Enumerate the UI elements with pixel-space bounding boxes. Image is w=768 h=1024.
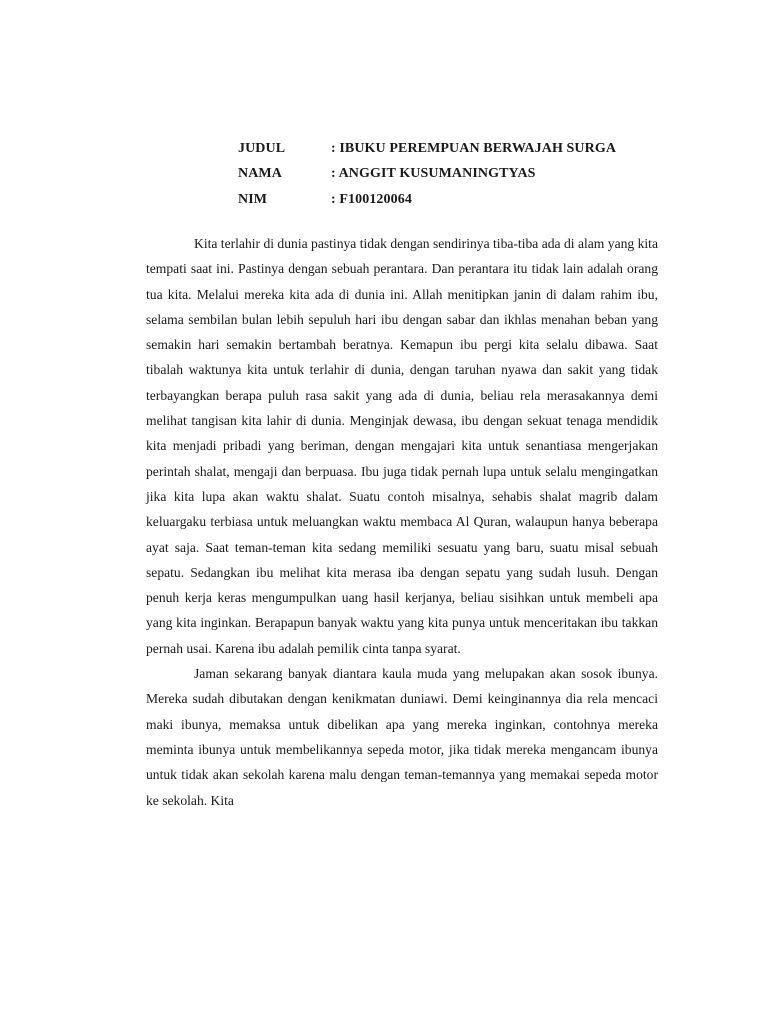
header-key-title: JUDUL bbox=[238, 140, 286, 156]
header-row-name bbox=[238, 162, 678, 188]
essay-body bbox=[146, 231, 658, 813]
header-value-title: : IBUKU PEREMPUAN BERWAJAH SURGA bbox=[331, 140, 617, 156]
header-value-nim: : F100120064 bbox=[331, 191, 412, 207]
header-row-nim bbox=[238, 187, 678, 213]
header-value-name: : ANGGIT KUSUMANINGTYAS bbox=[331, 166, 536, 182]
document-header bbox=[238, 136, 678, 213]
paragraph-2: Jaman sekarang banyak diantara kaula muda yang melupakan akan sosok ibunya. Mereka sudah dibutakan dengan kenikmatan duniawi. Demi keinginannya dia rela mencaci maki ibunya, memaksa untuk dibelikan apa yang mereka inginkan, contohnya mereka meminta ibunya untuk membelikannya sepeda motor, jika tidak mereka mengancam ibunya untuk tidak akan sekolah karena malu dengan teman-temannya yang memakai sepeda motor ke sekolah. Kita bbox=[146, 666, 658, 808]
paragraph-1: Kita terlahir di dunia pastinya tidak dengan sendirinya tiba-tiba ada di alam yang kita tempati saat ini. Pastinya dengan sebuah perantara. Dan perantara itu tidak lain adalah orang tua kita. Melalui mereka kita ada di dunia ini. Allah menitipkan janin di dalam rahim ibu, selama sembilan bulan lebih sepuluh hari ibu dengan sabar dan ikhlas menahan beban yang semakin hari semakin bertambah beratnya. Kemapun ibu pergi kita selalu dibawa. Saat tibalah waktunya kita untuk terlahir di dunia, dengan taruhan nyawa dan sakit yang tidak terbayangkan berapa puluh rasa sakit yang ada di dunia, beliau rela merasakannya demi melihat tangisan kita lahir di dunia. Menginjak dewasa, ibu dengan sekuat tenaga mendidik kita menjadi pribadi yang beriman, dengan mengajari kita untuk senantiasa mengerjakan perintah shalat, mengaji dan berpuasa. Ibu juga tidak pernah lupa untuk selalu mengingatkan jika kita lupa akan waktu shalat. Suatu contoh misalnya, sehabis shalat magrib dalam keluargaku terbiasa untuk meluangkan waktu membaca Al Quran, walaupun hanya beberapa ayat saja. Saat teman-teman kita sedang memiliki sesuatu yang baru, suatu misal sebuah sepatu. Sedangkan ibu melihat kita merasa iba dengan sepatu yang sudah lusuh. Dengan penuh kerja keras mengumpulkan uang hasil kerjanya, beliau sisihkan untuk membeli apa yang kita inginkan. Berapapun banyak waktu yang kita punya untuk menceritakan ibu takkan pernah usai. Karena ibu adalah pemilik cinta tanpa syarat. bbox=[146, 236, 658, 656]
header-key-name: NAMA bbox=[238, 166, 282, 182]
header-key-nim: NIM bbox=[238, 191, 268, 207]
header-row-title bbox=[238, 136, 678, 162]
